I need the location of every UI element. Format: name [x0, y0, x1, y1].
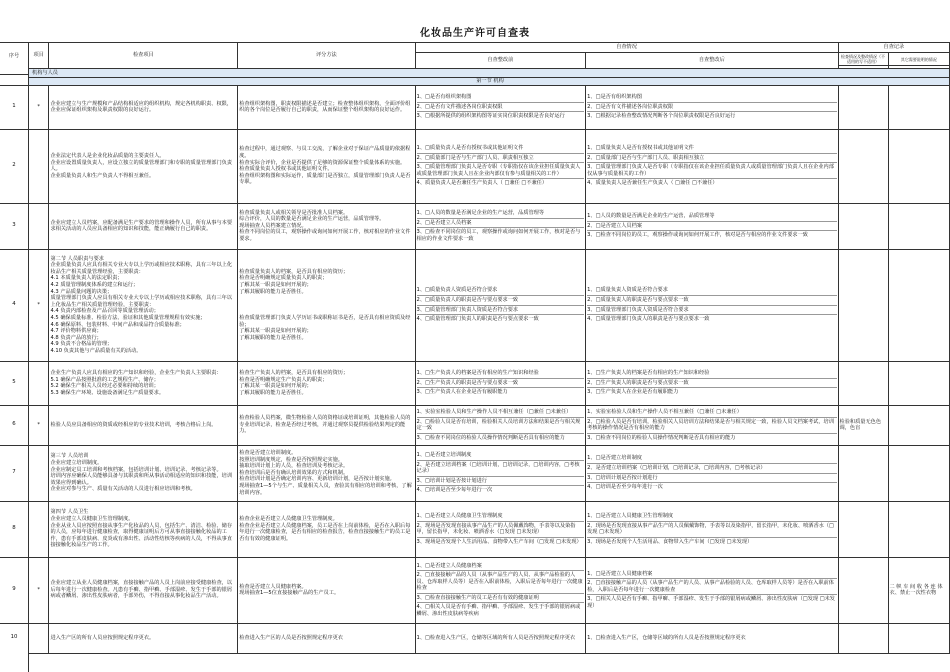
cell-method: 检查是否建立培训制度。 按照培训制度规定，检查是否按照规定实施。 抽取培训计划上的人员，检查培训及考核记录。 检查培训后是否有确认培训效果的方式和机制。 检查培训计划是否确定培训内容、更新培训计划，是否按计划实施。 现场抽查1—5个与生产、质量相关人员，查验其有相应的培训和考核，了解培训内容。 — [238, 445, 415, 501]
page-title: 化妆品生产许可自查表 — [420, 28, 530, 39]
cell-self-before — [415, 203, 586, 249]
seq-number: 3 — [12, 222, 16, 229]
cell-self-before — [415, 557, 586, 623]
seq-separator — [0, 501, 28, 502]
check-line: 2、是否建立培训档案（□培训计划，□培训记录，□培训内容，□考核记录） — [417, 461, 585, 477]
check-line: 3、□检查直接接触生产的员工是否有有效的健康证明 — [417, 594, 585, 604]
cell-item — [29, 129, 49, 203]
table-row — [29, 557, 950, 623]
header-remark-b: 其它需要说明的情况 — [888, 53, 949, 66]
section-subheading: 第一节 机构 — [29, 78, 950, 86]
seq-separator — [0, 445, 28, 446]
check-line: 2、□直接接触产品的人员（从事产品生产的人员、从事产品检验的人员、仓库取样人员等）是否在入职前体检，入职后是否每年进行一次健康检查 — [417, 571, 585, 594]
check-line: 2、□是否有文件描述各岗位职责权限 — [417, 103, 585, 113]
cell-method: 检查企业是否建立人员健康卫生管理制度。 检查企业是否建立人员健康档案，员工是否在上岗前体检，是否在入职后每年进行一次健康检查，是否有相应的检查报告，检查直接接触生产的员工是否有有效的健康证明。 — [238, 501, 415, 557]
check-line: 1、□质量负责人是否有授权书或其他证明文件 — [417, 144, 585, 154]
cell-check: 第三节 人员培训 企业应建立培训制度。 企业应制定员工培训和考核档案，包括培训计划、培训记录、考核记录等。 培训内容应确保人员能够具备与其职责和所从事活动相适应的知识和技能，培训效果应得到确认。 企业应对参与生产、质量有关活动的人员进行相应培训和考核。 — [49, 445, 238, 501]
cell-item — [29, 501, 49, 557]
cell-self-after — [586, 85, 838, 129]
check-line: 1、实验室检验人员和生产操作人员不相互兼任（□兼任 □未兼任） — [587, 408, 836, 418]
check-line: 3、现场是否发现个人生活用品、食物带入生产车间（□发现 □未发现） — [587, 538, 753, 545]
seq-separator — [0, 405, 28, 406]
header-remark-group: 自查记录 — [838, 43, 949, 53]
cell-check: 企业应建立人员档案，应配备满足生产要求的管理和操作人员，所有从事与本要求相关活动的人员应具备相应的知识和技能，能正确履行自己的职责。 — [49, 203, 238, 249]
check-line: 2、□质量部门是否与生产部门人员、职责相互独立 — [587, 154, 836, 164]
check-line: 1、□是否建立培训制度 — [417, 451, 585, 461]
check-line: 1、□是否建立人员健康档案 — [587, 570, 836, 580]
seq-separator — [0, 249, 28, 250]
check-line: 4、□培训是否至少每年进行一次 — [587, 484, 663, 491]
check-line: 3、□质量管理部门负责人资质是否符合要求 — [587, 306, 836, 316]
seq-number: 2 — [12, 162, 16, 169]
cell-item — [29, 361, 49, 405]
table-row — [29, 361, 950, 405]
cell-remark-a — [838, 501, 888, 557]
section-heading: 机构与人员 — [29, 69, 950, 78]
table-body — [29, 69, 950, 654]
check-line: 3、现场是否发现个人生活用品、食物带入生产车间（□发现 □未发现） — [416, 538, 582, 545]
cell-check: 企业法定代表人是企业化妆品质量的主要责任人。 企业应设置质量负责人，应设立独立的质量管理部门和专职的质量管理部门负责人。 企业质量负责人和生产负责人不得相互兼任。 — [49, 129, 238, 203]
cell-remark-b — [888, 445, 949, 501]
cell-method: 检查是否建立人员健康档案。 现场抽查1—5位直接接触产品的生产员工。 — [238, 557, 415, 623]
check-line: 1、□检查进入生产区，仓储等区域的所有人员是否按照规定程序更衣 — [416, 634, 576, 641]
seq-header-label: 序号 — [8, 53, 20, 59]
seq-separator — [0, 85, 28, 86]
cell-self-before — [415, 85, 586, 129]
seq-number: 8 — [12, 525, 16, 532]
cell-item: * — [29, 557, 49, 623]
check-line: 3、□生产负责人在企业是否有履职能力 — [587, 389, 679, 396]
cell-item: * — [29, 405, 49, 445]
cell-self-before — [415, 249, 586, 361]
check-line: 3、□检查不同岗位的员工，观察操作或询问如何开展工作，核对是否与相应的作业文件要求一致 — [416, 229, 581, 242]
cell-remark-a — [838, 203, 888, 249]
check-line: 4、□质量管理部门负责人的职责是否与要点要求一致 — [587, 316, 710, 323]
cell-self-before — [415, 623, 586, 653]
check-line: 4、质量负责人是否兼任生产负责人（ □兼任 □不兼任） — [416, 180, 548, 187]
header-check: 检查项目 — [49, 43, 238, 69]
check-line: 3、□检查不同岗位的检验人员操作情况判断是否具有相应的能力 — [416, 434, 565, 441]
cell-method: 检查过程中，通过观察、与员工交流，了解企业对于保证产品质量的依据程度。 检查实际合评价，企业是否提供了足够的资源保证整个质量体系的实施。 检查质量负责人授权书或其他证明文件。 检查组织架构图和实际运作，质量部门是否独立，质量管理部门负责人是否专职。 — [238, 129, 415, 203]
cell-remark-b — [888, 249, 949, 361]
cell-self-before — [415, 501, 586, 557]
seq-number: 10 — [10, 634, 18, 641]
checklist-table — [28, 42, 950, 654]
check-line: 1、□质量负责人资质是否符合要求 — [587, 286, 836, 296]
check-line: 4、□质量管理部门负责人的职责是否与要点要求一致 — [416, 316, 539, 323]
check-line: 4、质量负责人是否兼任生产负责人（ □兼任 □不兼任） — [587, 180, 718, 187]
cell-remark-a — [838, 623, 888, 653]
cell-check: 企业应建立从业人员健康档案，直接接触产品的人员上岗前应接受健康检查，以后每年进行一次健康检查。凡患有手癣、指甲癣、手部湿疹、发生于手部的银屑病或者鳞屑、渗出性皮肤病者，手部外伤，不得直接从事化妆品生产活动。 — [49, 557, 238, 623]
check-line: 2、□生产负责人的职责是否与要点要求一致 — [417, 379, 585, 389]
table-row — [29, 623, 950, 653]
table-row — [29, 129, 950, 203]
cell-method: 检查进入生产区的人员是否按照规定程序更衣 — [238, 623, 415, 653]
check-line: 3、□质量管理部门负责人资质是否符合要求 — [417, 306, 585, 316]
check-line: 1、□生产负责人的档案是否有相应的生产知识和经验 — [417, 369, 585, 379]
check-line: 1、□生产负责人的档案是否有相应的生产知识和经验 — [587, 369, 836, 379]
cell-remark-b — [888, 501, 949, 557]
cell-remark-b — [888, 129, 949, 203]
cell-self-before — [415, 129, 586, 203]
check-line: 3、□培训计划是否按计划进行 — [417, 477, 585, 487]
cell-self-before — [415, 405, 586, 445]
cell-item: * — [29, 85, 49, 129]
seq-separator — [0, 623, 28, 624]
check-line: 1、□是否有组织架构图 — [587, 93, 836, 103]
check-line: 2、□质量部门是否与生产部门人员、职责相互独立 — [417, 154, 585, 164]
cell-check: 检验人员应具备相应的资质或经相应的专业技术培训，考核合格后上岗。 — [49, 405, 238, 445]
cell-self-after — [586, 129, 838, 203]
check-line: 2、□生产负责人的职责是否与要点要求一致 — [587, 379, 836, 389]
cell-check: 进入生产区的所有人员应按照规定程序更衣。 — [49, 623, 238, 653]
check-line: 2、现场是否发现直接从事产品生产的人员佩戴饰物，手表等以及染指甲，留长指甲，未化妆、喷洒香水（□发现 □未发现） — [587, 522, 836, 538]
check-line: 1、实验室检验人员和生产操作人员不相互兼任（□兼任 □未兼任） — [417, 408, 585, 418]
cell-remark-a — [838, 445, 888, 501]
check-line: 3、□检查不同岗位的检验人员操作情况判断是否具有相应的能力 — [587, 434, 736, 441]
check-line: 1、□是否建立人员健康档案 — [417, 562, 585, 572]
cell-self-after — [586, 557, 838, 623]
table-row — [29, 203, 950, 249]
cell-item — [29, 203, 49, 249]
cell-method: 检查检验人员档案，微生物检验人员的资格证或培训证明，其他检验人员的专业培训记录，检查是否经过考核，并通过观察员提供检验结果判定的能力。 — [238, 405, 415, 445]
check-line: 3、□相关人员是否有手癣、指甲癣、手部湿疹、发生于手部的银屑病或鳞屑、渗出性皮肤病（□发现 □未发现） — [587, 596, 835, 609]
check-line: 1、□是否建立人员健康卫生管理制度 — [587, 512, 836, 522]
cell-self-after — [586, 361, 838, 405]
table-row — [29, 445, 950, 501]
cell-check: 第四节 人员卫生 企业应建立人员健康卫生管理制度。 企业从业人员应按照直接从事生产化妆品的人员，包括生产、清洁、检验、储存的人员，应每年进行健康检查，取得健康证明后方可从事直接接触化妆品的工作，患有手部皮肤病、皮炎或有渗出性、活动性结核等疾病的人员，不得从事直接接触化妆品生产的工作。 — [49, 501, 238, 557]
check-line: 1、□人员的数量是否满足企业的生产运营，品质管理等 — [417, 209, 585, 219]
check-line: 3、□培训计划是否按计划进行 — [587, 474, 836, 484]
cell-remark-a: 检验和质量无色色调，色盲 — [838, 405, 888, 445]
seq-number: 7 — [12, 469, 16, 476]
check-line: 2、是否建立培训档案（□培训计划，□培训记录，□培训内容，□考核记录） — [587, 464, 836, 474]
cell-remark-a — [838, 85, 888, 129]
header-remark-a: 检查情况及整改情况（不适用的写不适用） — [838, 53, 888, 66]
cell-remark-b: 二 帜 车 间 收 各 连 体 衣、禁止一次性衣物 — [888, 557, 949, 623]
cell-remark-b — [888, 203, 949, 249]
header-item: 项目 — [29, 43, 49, 69]
cell-method: 检查质量负责人的档案，是否具有相应的资历； 检查是否明确规定质量负责人的职责； 了解其某一职责是如何开展的； 了解其履职的能力是否胜任。 检查质量管理部门负责人学历证书或职称证书是否，是否具有相应资质及经验； 了解其某一职责是如何开展的； 了解其履职的能力是否胜任。 — [238, 249, 415, 361]
cell-item: * — [29, 249, 49, 361]
table-row — [29, 405, 950, 445]
check-line: 3、□根据记录检查整改情况判断各个岗位职责权限是否良好运行 — [587, 113, 736, 120]
check-line: 2、□检验人员是否有培训，检验相关人员培训方法和结果是否与相关规定一致 — [417, 418, 585, 434]
cell-self-after — [586, 445, 838, 501]
check-line: 2、□质量负责人的职责是否与要点要求一致 — [417, 296, 585, 306]
check-line: 1、□检查进入生产区，仓储等区域的所有人员是否按照规定程序更衣 — [587, 634, 746, 641]
seq-separator — [0, 557, 28, 558]
check-line: 1、□是否建立培训制度 — [587, 454, 836, 464]
cell-method: 检查生产负责人的档案，是否具有相应的资历； 检查是否明确规定生产负责人的职责； 了解其某一职责是如何开展的； 了解其履职的能力是否胜任。 — [238, 361, 415, 405]
check-line: 3、□根据所提供的组织架构图等证实岗位职责权限是否良好运行 — [416, 113, 565, 120]
cell-method: 检查质量负责人或相关领导是否批准人员档案。 综合评价，人员的数量是否满足企业的生产运营，品质管理等。 现场抽查人员档案建立情况。 检查不同岗位的员工，观察操作或询问如何开展工作，核对相应的作业文件要求。 — [238, 203, 415, 249]
check-line: 3、□检查不同岗位的员工，观察操作或询问如何开展工作，核对是否与相应的作业文件要求一致 — [587, 232, 808, 239]
check-line: 1、□质量负责人资质是否符合要求 — [417, 286, 585, 296]
check-line: 3、□质量管理部门负责人是否专职（专职指仅在该企业担任质量负责人或质量管理部门负责人且在企业内部仅从事与质量相关的工作） — [587, 163, 836, 179]
seq-number: 5 — [12, 379, 16, 386]
check-line: 2、□是否建立人员档案 — [587, 222, 836, 232]
seq-separator — [0, 129, 28, 130]
cell-self-before — [415, 445, 586, 501]
check-line: 1、□人员的数量是否满足企业的生产运营，品质管理等 — [587, 212, 836, 222]
cell-item — [29, 623, 49, 653]
header-self-after: 自查整改后 — [586, 53, 838, 69]
check-line: 2、现场是否发现直接从事产品生产的人员佩戴饰物，手表等以及染指甲，留长指甲，未化妆、喷洒香水（□发现 □未发现） — [417, 522, 585, 538]
cell-remark-b — [888, 623, 949, 653]
cell-remark-a — [838, 557, 888, 623]
check-line: 2、□是否有文件描述各岗位职责权限 — [587, 103, 836, 113]
cell-method: 检查组织架构图，职责权限描述是否建立；检查整体组织架构，全面评价组织的各个岗位是否履行自己的职责，从而保证整个组织架构的良好运作。 — [238, 85, 415, 129]
check-line: 3、□生产负责人在企业是否有履职能力 — [416, 389, 508, 396]
cell-check: 企业生产负责人应具有相应的生产知识和经验，企业生产负责人主要职责： 5.1 确保产品按照批准的工艺规程生产、储存； 5.2 确保生产相关人员经过必要和持续的培训； 5.3 确保生产环境、设施设备满足生产质量要求。 — [49, 361, 238, 405]
check-line: 2、□直接接触产品的人员（从事产品生产的人员、从事产品检验的人员、仓库取样人员等）是否在入职前体检，入职后是否每年进行一次健康检查 — [587, 579, 836, 595]
header-self-before: 自查整改前 — [415, 53, 586, 69]
cell-remark-a — [838, 361, 888, 405]
seq-number: 6 — [12, 421, 16, 428]
header-self-group: 自查情况 — [415, 43, 838, 53]
check-line: 2、□质量负责人的职责是否与要点要求一致 — [587, 296, 836, 306]
table-row — [29, 501, 950, 557]
seq-column — [0, 42, 29, 672]
check-line: 4、□相关人员是否有手癣、指甲癣、手部湿疹、发生于手部的银屑病或鳞屑、渗出性皮肤病等疾病 — [416, 604, 581, 618]
cell-self-before — [415, 361, 586, 405]
check-line: 2、□是否建立人员档案 — [417, 219, 585, 229]
check-line: 1、□是否有组织架构图 — [417, 93, 585, 103]
cell-self-after — [586, 203, 838, 249]
check-line: 1、□质量负责人是否有授权书或其他证明文件 — [587, 144, 836, 154]
cell-remark-a — [838, 249, 888, 361]
cell-remark-b — [888, 85, 949, 129]
seq-separator — [0, 361, 28, 362]
seq-number: 1 — [12, 103, 16, 110]
seq-number: 9 — [12, 586, 16, 593]
cell-self-after — [586, 405, 838, 445]
header-method: 评分方法 — [238, 43, 415, 69]
check-line: 3、□质量管理部门负责人是否专职（专职指仅在该企业担任质量负责人或质量管理部门负责人且在企业内部仅有参与质量相关的工作） — [417, 163, 585, 179]
cell-check: 第二节 人员职责与要求 企业质量负责人应具有相关专业大专以上学历或相应技术职称，具有三年以上化妆品生产相关质量管理经验，主要职责： 4.1 本质量负责人的法定职责； 4.2 质量管理制度体系的建立和运行； 4.3 产品质量问题的决策； 质量管理部门负责人应具有相关专业大专以上学历或相应技术职称，具有三年以上化妆品生产相关质量管理经验，主要职责： 4.4 负责内部检查及产品召回等质量管理活动； 4.5 确保质量标准、检验方法、验证和其他质量管理规程有效实施； 4.6 确保原料、包装材料、中间产品和成品符合质量标准； 4.7 评价物料供应商； 4.8 负责产品的放行； 4.9 负责不合格品的管理； 4.10 负责其他与产品质量有关的活动。 — [49, 249, 238, 361]
check-line: 4、□培训是否至少每年进行一次 — [416, 487, 493, 494]
seq-number: 4 — [12, 301, 16, 308]
cell-check: 企业应建立与生产规模和产品结构相适应的组织机构，规定各机构职责、权限，企业应保证组织架构及职责权限的良好运行。 — [49, 85, 238, 129]
check-line: 2、□检验人员是否有培训，检验相关人员培训方法和结果是否与相关规定一致，检验人员文档案考试，培训考核的操作情况是否有相应的能力 — [587, 418, 836, 434]
check-line: 1、□是否建立人员健康卫生管理制度 — [417, 512, 585, 522]
table-row — [29, 249, 950, 361]
cell-remark-b — [888, 405, 949, 445]
cell-remark-a — [838, 129, 888, 203]
seq-separator — [0, 203, 28, 204]
cell-self-after — [586, 249, 838, 361]
cell-item — [29, 445, 49, 501]
cell-self-after — [586, 501, 838, 557]
cell-self-after — [586, 623, 838, 653]
cell-remark-b — [888, 361, 949, 405]
table-row — [29, 85, 950, 129]
